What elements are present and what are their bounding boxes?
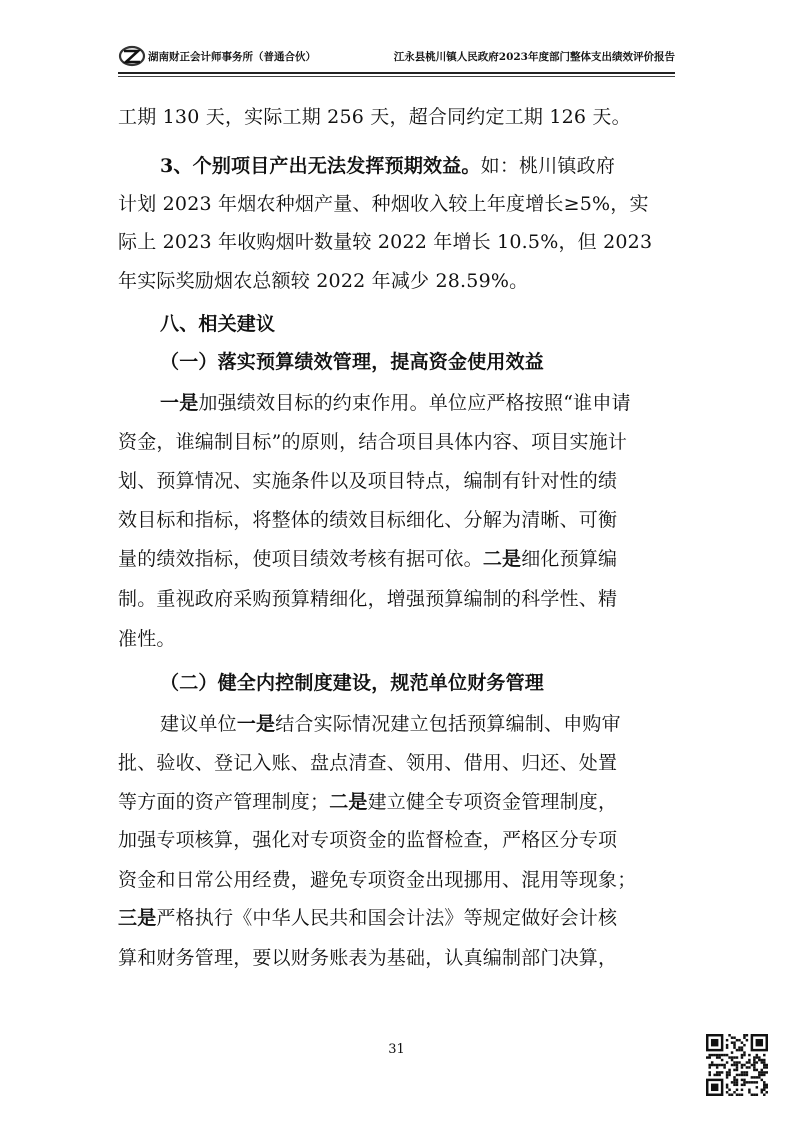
text-line <box>118 424 678 460</box>
text-line <box>118 900 678 936</box>
text-run: 细化预算编 <box>521 548 618 570</box>
bold-text: （一）落实预算绩效管理，提高资金使用效益 <box>160 351 545 373</box>
text-run: 加强绩效目标的约束作用。单位应严格按照“谁申请 <box>198 392 631 414</box>
text-line <box>118 621 678 657</box>
text-run: 资金和日常公用经费，避免专项资金出现挪用、混用等现象； <box>118 869 637 891</box>
text-line <box>160 385 720 421</box>
text-line <box>160 306 720 342</box>
text-line <box>118 940 678 976</box>
text-line <box>118 99 678 135</box>
bold-text: 二是 <box>329 791 368 813</box>
bold-text: 一是 <box>160 392 199 414</box>
text-run: 际上 2023 年收购烟叶数量较 2022 年增长 10.5%，但 2023 <box>118 231 653 253</box>
text-line <box>118 263 678 299</box>
text-run: 建立健全专项资金管理制度， <box>367 791 618 813</box>
text-run: 效目标和指标，将整体的绩效目标细化、分解为清晰、可衡 <box>118 509 618 531</box>
bold-text: 3、个别项目产出无法发挥预期效益。 <box>160 155 481 177</box>
text-run: 资金，谁编制目标”的原则，结合项目具体内容、项目实施计 <box>118 431 628 453</box>
page-number: 31 <box>388 1042 405 1057</box>
qr-code-icon <box>706 1034 768 1096</box>
text-line <box>118 186 678 222</box>
text-run: 批、验收、登记入账、盘点清查、领用、借用、归还、处置 <box>118 752 618 774</box>
page-header <box>118 40 675 70</box>
text-line <box>160 665 720 701</box>
text-run: 工期 130 天，实际工期 256 天，超合同约定工期 126 天。 <box>118 106 631 128</box>
text-line <box>160 706 720 742</box>
text-line <box>118 862 678 898</box>
header-rule-thin <box>118 76 675 77</box>
text-run: 准性。 <box>118 628 176 650</box>
text-line <box>118 463 678 499</box>
firm-name: 湖南财正会计师事务所（普通合伙） <box>148 51 316 63</box>
text-run: 严格执行《中华人民共和国会计法》等规定做好会计核 <box>156 907 618 929</box>
text-line <box>118 541 678 577</box>
bold-text: 二是 <box>482 548 522 570</box>
text-line <box>118 784 678 820</box>
text-run: 制。重视政府采购预算精细化，增强预算编制的科学性、精 <box>118 588 618 610</box>
text-line <box>118 224 678 260</box>
firm-logo-icon <box>118 42 146 68</box>
text-line <box>160 148 720 184</box>
text-run: 年实际奖励烟农总额较 2022 年减少 28.59%。 <box>118 270 529 292</box>
text-line <box>118 502 678 538</box>
text-run: 划、预算情况、实施条件以及项目特点，编制有针对性的绩 <box>118 470 618 492</box>
bold-text: 一是 <box>236 713 276 735</box>
text-run: 计划 2023 年烟农种烟产量、种烟收入较上年度增长≥5%，实 <box>118 193 649 215</box>
text-line <box>118 822 678 858</box>
report-title: 江永县桃川镇人民政府2023年度部门整体支出绩效评价报告 <box>393 51 675 63</box>
bold-text: 八、相关建议 <box>160 313 276 335</box>
text-line <box>118 745 678 781</box>
text-line <box>118 581 678 617</box>
text-run: 加强专项核算，强化对专项资金的监督检查，严格区分专项 <box>118 829 618 851</box>
text-run: 算和财务管理，要以财务账表为基础，认真编制部门决算， <box>118 947 618 969</box>
text-run: 建议单位 <box>160 713 237 735</box>
bold-text: 三是 <box>118 907 157 929</box>
text-run: 等方面的资产管理制度； <box>118 791 330 813</box>
bold-text: （二）健全内控制度建设，规范单位财务管理 <box>160 672 545 694</box>
text-run: 量的绩效指标，使项目绩效考核有据可依。 <box>118 548 483 570</box>
text-run: 如：桃川镇政府 <box>480 155 616 177</box>
header-rule <box>118 72 675 74</box>
text-line <box>160 344 720 380</box>
text-run: 结合实际情况建立包括预算编制、申购审 <box>275 713 621 735</box>
